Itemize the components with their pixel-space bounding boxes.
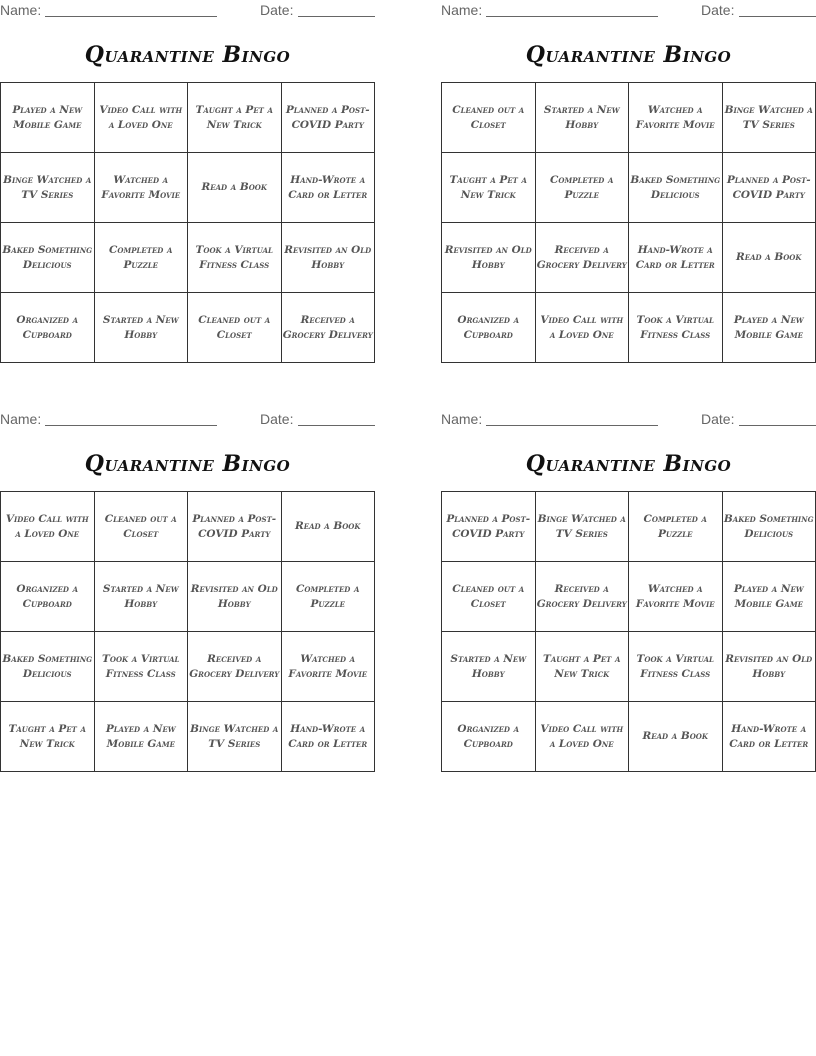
bingo-cell: Binge Watched a TV Series xyxy=(1,153,95,223)
bingo-cell: Cleaned out a Closet xyxy=(442,562,536,632)
bingo-cell: Completed a Puzzle xyxy=(94,223,188,293)
bingo-cell: Received a Grocery Delivery xyxy=(281,293,375,363)
bingo-cell: Completed a Puzzle xyxy=(535,153,629,223)
grid-row xyxy=(442,293,816,363)
bingo-cell: Taught a Pet a New Trick xyxy=(535,632,629,702)
bingo-cell: Read a Book xyxy=(722,223,816,293)
date-blank xyxy=(739,425,816,426)
bingo-cell: Cleaned out a Closet xyxy=(94,492,188,562)
bingo-cell: Taught a Pet a New Trick xyxy=(442,153,536,223)
grid-row xyxy=(1,153,375,223)
name-label: Name: xyxy=(441,411,483,427)
bingo-cell: Received a Grocery Delivery xyxy=(535,562,629,632)
name-blank xyxy=(486,16,658,17)
bingo-cell: Started a New Hobby xyxy=(94,293,188,363)
bingo-cell: Video Call with a Loved One xyxy=(1,492,95,562)
bingo-cell: Completed a Puzzle xyxy=(629,492,723,562)
bingo-cell: Started a New Hobby xyxy=(535,83,629,153)
name-label: Name: xyxy=(441,2,483,18)
bingo-card xyxy=(0,409,375,750)
bingo-cell: Took a Virtual Fitness Class xyxy=(629,293,723,363)
name-date-line xyxy=(441,0,816,22)
bingo-cell: Baked Something Delicious xyxy=(1,223,95,293)
bingo-cell: Watched a Favorite Movie xyxy=(629,83,723,153)
name-blank xyxy=(486,425,658,426)
grid-row xyxy=(1,83,375,153)
date-label: Date: xyxy=(701,2,735,18)
grid-row xyxy=(1,492,375,562)
card-title: Quarantine Bingo xyxy=(525,451,732,477)
bingo-card xyxy=(441,0,816,341)
bingo-cell: Took a Virtual Fitness Class xyxy=(94,632,188,702)
grid-row xyxy=(1,702,375,772)
bingo-cell: Played a New Mobile Game xyxy=(722,293,816,363)
bingo-cell: Binge Watched a TV Series xyxy=(188,702,282,772)
bingo-cell: Baked Something Delicious xyxy=(1,632,95,702)
bingo-cell: Revisited an Old Hobby xyxy=(281,223,375,293)
bingo-cell: Played a New Mobile Game xyxy=(1,83,95,153)
bingo-cell: Received a Grocery Delivery xyxy=(535,223,629,293)
name-date-line xyxy=(0,0,375,22)
name-blank xyxy=(45,16,217,17)
bingo-cell: Video Call with a Loved One xyxy=(535,702,629,772)
date-label: Date: xyxy=(260,411,294,427)
grid-row xyxy=(442,632,816,702)
bingo-cell: Took a Virtual Fitness Class xyxy=(188,223,282,293)
bingo-cell: Hand-Wrote a Card or Letter xyxy=(722,702,816,772)
bingo-cell: Watched a Favorite Movie xyxy=(281,632,375,702)
grid-row xyxy=(442,223,816,293)
bingo-cell: Planned a Post-COVID Party xyxy=(281,83,375,153)
bingo-cell: Video Call with a Loved One xyxy=(94,83,188,153)
bingo-cell: Received a Grocery Delivery xyxy=(188,632,282,702)
grid-row xyxy=(442,562,816,632)
date-label: Date: xyxy=(260,2,294,18)
bingo-cell: Baked Something Delicious xyxy=(629,153,723,223)
grid-row xyxy=(1,562,375,632)
bingo-cell: Started a New Hobby xyxy=(442,632,536,702)
bingo-cell: Played a New Mobile Game xyxy=(94,702,188,772)
bingo-cell: Planned a Post-COVID Party xyxy=(188,492,282,562)
bingo-cell: Completed a Puzzle xyxy=(281,562,375,632)
name-date-line xyxy=(0,409,375,431)
bingo-card xyxy=(441,409,816,750)
card-title: Quarantine Bingo xyxy=(84,42,291,68)
bingo-cell: Watched a Favorite Movie xyxy=(629,562,723,632)
grid-row xyxy=(442,492,816,562)
name-blank xyxy=(45,425,217,426)
bingo-cell: Taught a Pet a New Trick xyxy=(1,702,95,772)
bingo-cell: Revisited an Old Hobby xyxy=(188,562,282,632)
bingo-cell: Organized a Cupboard xyxy=(442,702,536,772)
bingo-cell: Organized a Cupboard xyxy=(1,293,95,363)
grid-row xyxy=(1,293,375,363)
bingo-cell: Started a New Hobby xyxy=(94,562,188,632)
bingo-grid xyxy=(441,82,816,363)
bingo-cell: Organized a Cupboard xyxy=(1,562,95,632)
bingo-cell: Hand-Wrote a Card or Letter xyxy=(281,702,375,772)
bingo-cell: Hand-Wrote a Card or Letter xyxy=(629,223,723,293)
bingo-cell: Taught a Pet a New Trick xyxy=(188,83,282,153)
bingo-cell: Planned a Post-COVID Party xyxy=(722,153,816,223)
name-label: Name: xyxy=(0,2,42,18)
bingo-cell: Read a Book xyxy=(629,702,723,772)
bingo-cell: Binge Watched a TV Series xyxy=(722,83,816,153)
bingo-cell: Revisited an Old Hobby xyxy=(722,632,816,702)
bingo-cell: Binge Watched a TV Series xyxy=(535,492,629,562)
name-date-line xyxy=(441,409,816,431)
bingo-cell: Baked Something Delicious xyxy=(722,492,816,562)
date-label: Date: xyxy=(701,411,735,427)
bingo-cell: Cleaned out a Closet xyxy=(188,293,282,363)
bingo-cell: Planned a Post-COVID Party xyxy=(442,492,536,562)
bingo-cell: Cleaned out a Closet xyxy=(442,83,536,153)
bingo-grid xyxy=(0,82,375,363)
bingo-cell: Video Call with a Loved One xyxy=(535,293,629,363)
grid-row xyxy=(1,632,375,702)
bingo-cell: Watched a Favorite Movie xyxy=(94,153,188,223)
bingo-card xyxy=(0,0,375,341)
grid-row xyxy=(442,83,816,153)
grid-row xyxy=(1,223,375,293)
date-blank xyxy=(739,16,816,17)
bingo-cell: Revisited an Old Hobby xyxy=(442,223,536,293)
card-title: Quarantine Bingo xyxy=(84,451,291,477)
bingo-grid xyxy=(441,491,816,772)
date-blank xyxy=(298,425,375,426)
date-blank xyxy=(298,16,375,17)
bingo-grid xyxy=(0,491,375,772)
grid-row xyxy=(442,153,816,223)
bingo-cell: Read a Book xyxy=(281,492,375,562)
name-label: Name: xyxy=(0,411,42,427)
bingo-cell: Read a Book xyxy=(188,153,282,223)
bingo-cell: Played a New Mobile Game xyxy=(722,562,816,632)
bingo-cell: Organized a Cupboard xyxy=(442,293,536,363)
card-title: Quarantine Bingo xyxy=(525,42,732,68)
grid-row xyxy=(442,702,816,772)
bingo-cell: Hand-Wrote a Card or Letter xyxy=(281,153,375,223)
bingo-cell: Took a Virtual Fitness Class xyxy=(629,632,723,702)
